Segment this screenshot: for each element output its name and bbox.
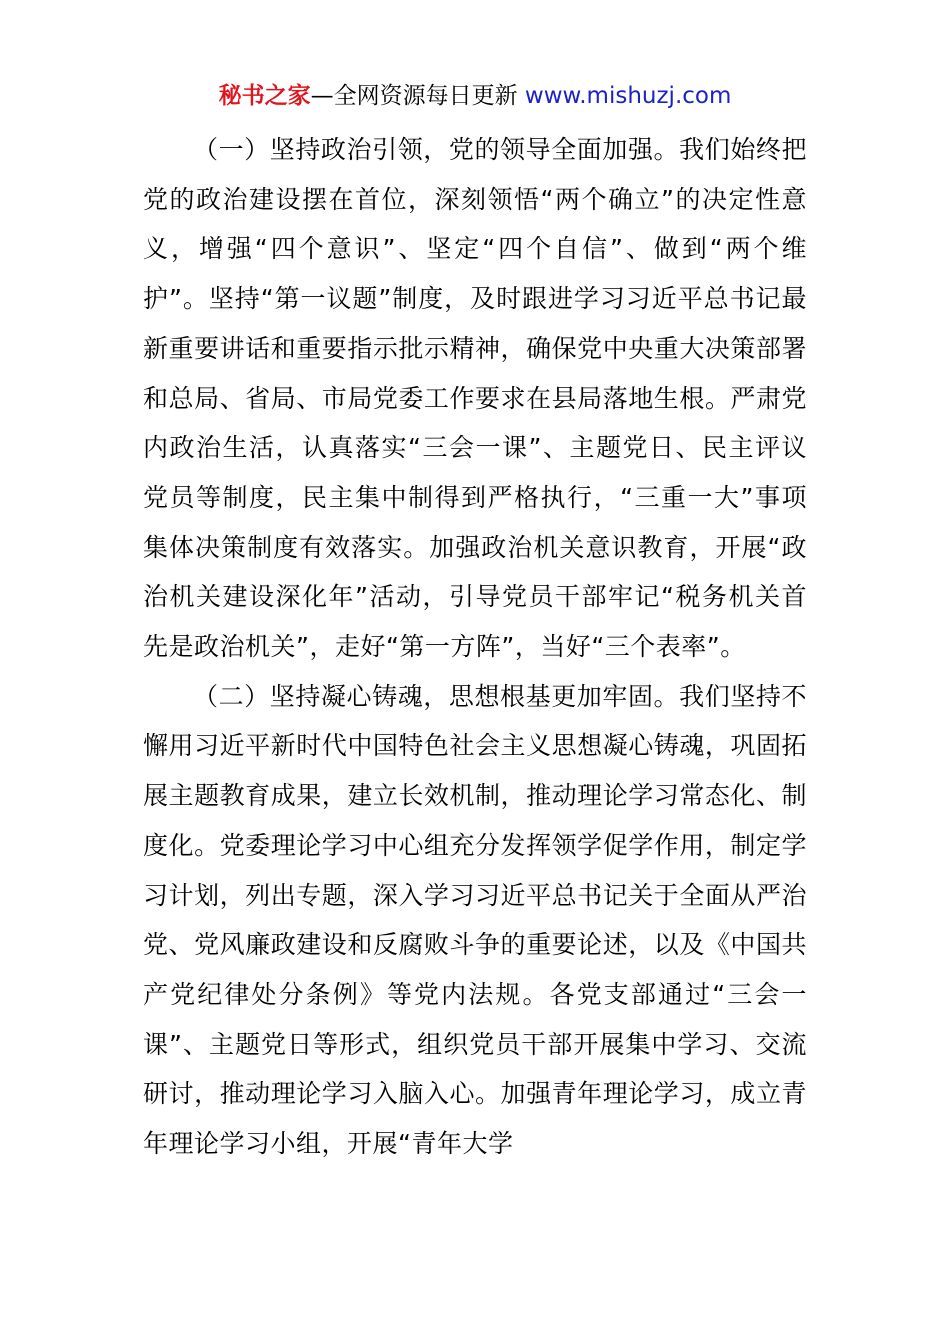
brand-name: 秘书之家 xyxy=(218,83,311,109)
site-url-link[interactable]: www.mishuzj.com xyxy=(517,83,732,109)
document-body xyxy=(143,125,807,1169)
paragraph-1: （一）坚持政治引领，党的领导全面加强。我们始终把党的政治建设摆在首位，深刻领悟“两个确立”的决定性意义，增强“四个意识”、坚定“四个自信”、做到“两个维护”。坚持“第一议题”制度，及时跟进学习习近平总书记最新重要讲话和重要指示批示精神，确保党中央重大决策部署和总局、省局、市局党委工作要求在县局落地生根。严肃党内政治生活，认真落实“三会一课”、主题党日、民主评议党员等制度，民主集中制得到严格执行，“三重一大”事项集体决策制度有效落实。加强政治机关意识教育，开展“政治机关建设深化年”活动，引导党员干部牢记“税务机关首先是政治机关”，走好“第一方阵”，当好“三个表率”。 xyxy=(143,135,807,662)
paragraph-2: （二）坚持凝心铸魂，思想根基更加牢固。我们坚持不懈用习近平新时代中国特色社会主义思想凝心铸魂，巩固拓展主题教育成果，建立长效机制，推动理论学习常态化、制度化。党委理论学习中心组充分发挥领学促学作用，制定学习计划，列出专题，深入学习习近平总书记关于全面从严治党、党风廉政建设和反腐败斗争的重要论述，以及《中国共产党纪律处分条例》等党内法规。各党支部通过“三会一课”、主题党日等形式，组织党员干部开展集中学习、交流研讨，推动理论学习入脑入心。加强青年理论学习，成立青年理论学习小组，开展“青年大学 xyxy=(143,681,807,1159)
page-header xyxy=(0,82,950,110)
header-tagline: —全网资源每日更新 xyxy=(310,83,518,109)
